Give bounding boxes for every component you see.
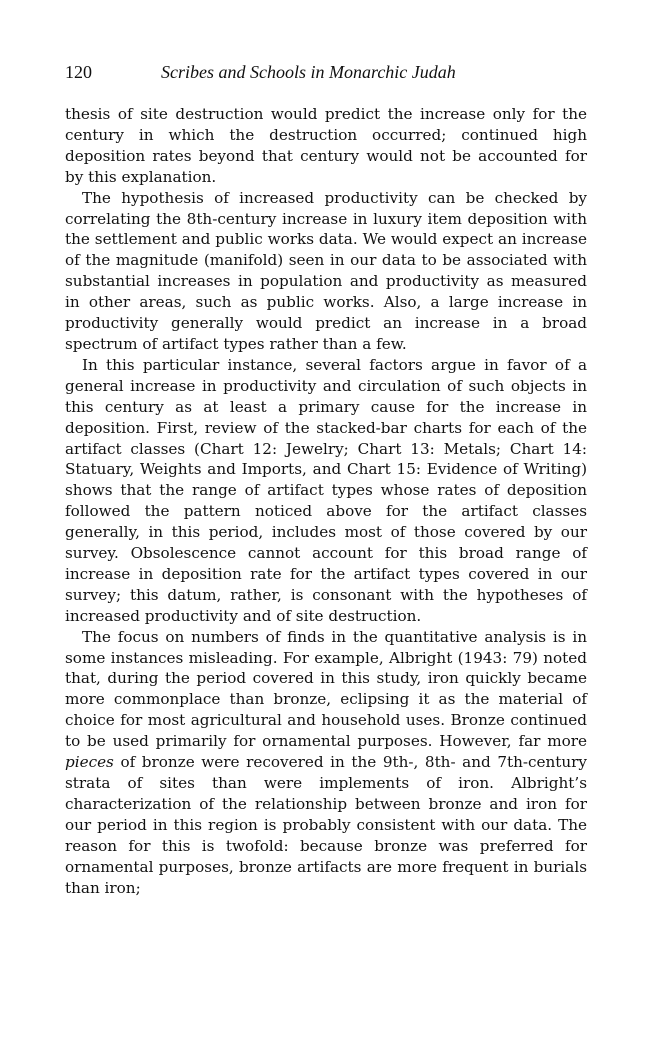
paragraph — [65, 188, 587, 355]
paragraph-text: The focus on numbers of finds in the quantitative analysis is in some instances misleading. For example, Albright (1943: 79) noted that, during the period covered in this study, iron quickly became more commonplace than bronze, eclipsing it as the material of choice for most agricultural and household uses. Bronze continued to be used primarily for ornamental purposes. However, far more — [65, 627, 587, 751]
body-text — [65, 104, 587, 898]
paragraph-text: thesis of site destruction would predict the increase only for the century in which the destruction occurred; continued high deposition rates beyond that century would not be accounted for by this explanation. — [65, 105, 587, 186]
paragraph-text: In this particular instance, several factors argue in favor of a general increase in productivity and circulation of such objects in this century as at least a primary cause for the increase in deposition. First, review of the stacked-bar charts for each of the artifact classes (Chart 12: Jewelry; Chart 13: Metals; Chart 14: Statuary, Weights and Imports, and Chart 15: Evidence of Writing) shows that the range of artifact types whose rates of deposition followed the pattern noticed above for the artifact classes generally, in this period, includes most of those covered by our survey. Obsolescence cannot account for this broad range of increase in deposition rate for the artifact types covered in our survey; this datum, rather, is consonant with the hypotheses of increased productivity and of site destruction. — [65, 355, 587, 625]
italic-emphasis: pieces — [65, 753, 114, 772]
paragraph-text: of bronze were recovered in the 9th-, 8th- and 7th-century strata of sites than were implements of iron. Albright’s characterization of the relationship between bronze and iron for our period in this region is probably consistent with our data. The reason for this is twofold: because bronze was preferred for ornamental purposes, bronze artifacts are more frequent in burials than iron; — [65, 753, 587, 897]
paragraph — [65, 355, 587, 627]
paragraph — [65, 104, 587, 188]
page-number: 120 — [65, 62, 92, 82]
book-page — [65, 60, 587, 898]
paragraph — [65, 627, 587, 899]
paragraph-text: The hypothesis of increased productivity can be checked by correlating the 8th-century increase in luxury item deposition with the settlement and public works data. We would expect an increase of the magnitude (manifold) seen in our data to be associated with substantial increases in population and productivity as measured in other areas, such as public works. Also, a large increase in productivity generally would predict an increase in a broad spectrum of artifact types rather than a few. — [65, 188, 587, 353]
running-title: Scribes and Schools in Monarchic Judah — [161, 62, 456, 82]
running-head — [65, 60, 587, 84]
